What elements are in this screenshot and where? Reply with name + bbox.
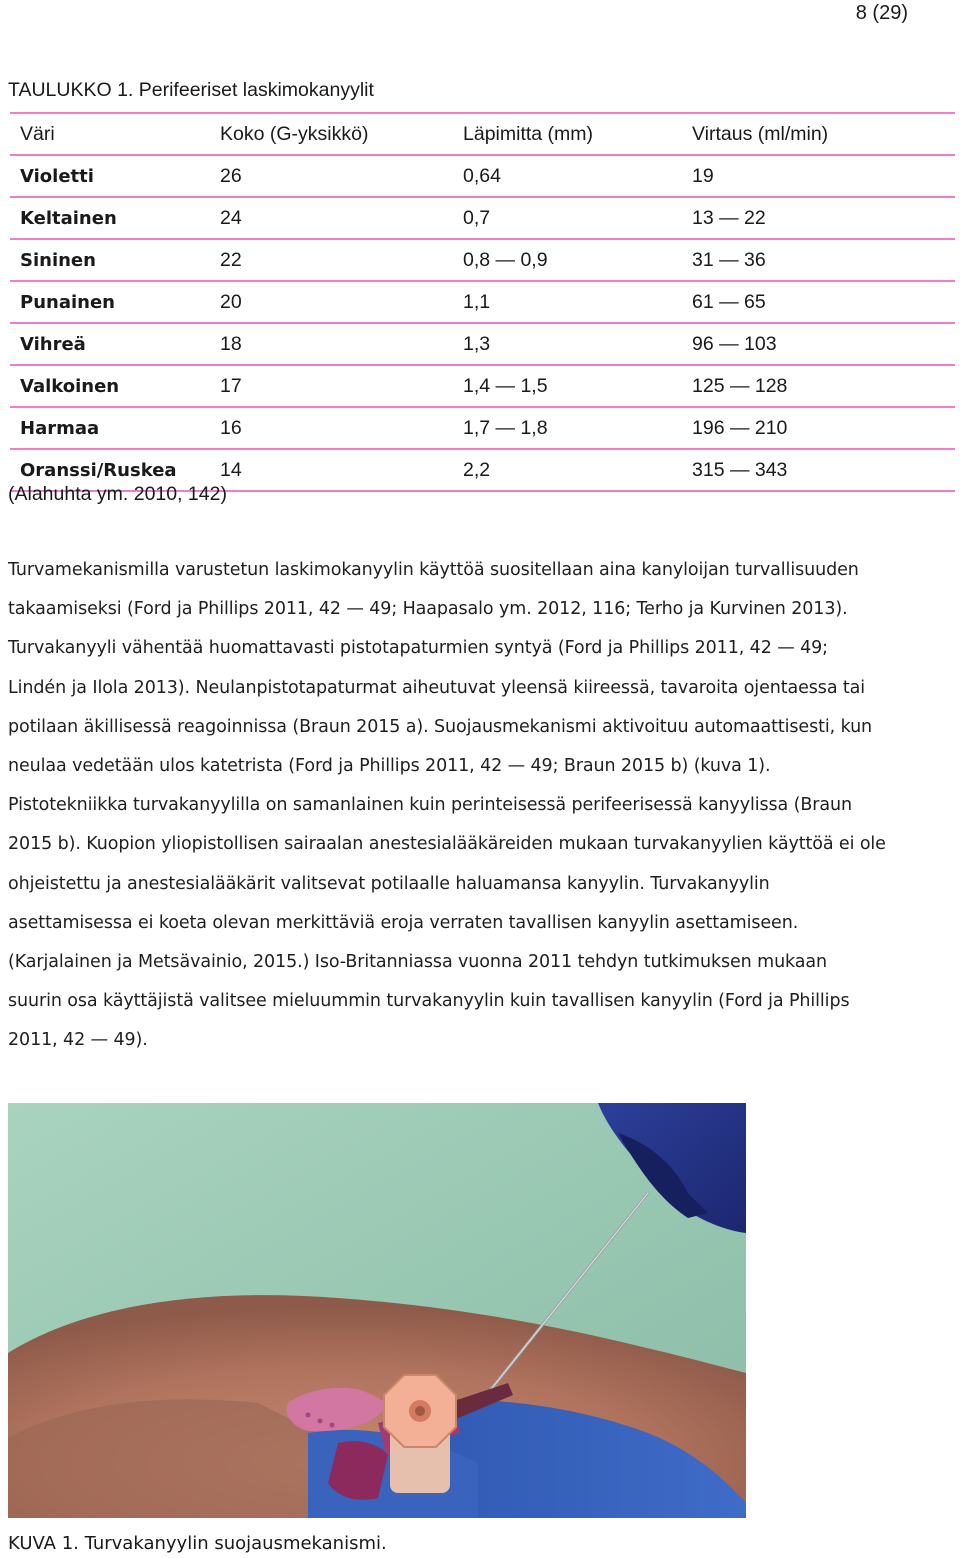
header-flow: Virtaus (ml/min) [682,113,955,155]
cell-size: 17 [210,365,453,407]
cell-diameter: 1,3 [453,323,682,365]
table-row [10,323,955,365]
cell-size: 24 [210,197,453,239]
header-size: Koko (G-yksikkö) [210,113,453,155]
body-line: Turvamekanismilla varustetun laskimokanyylin käyttöä suositellaan aina kanyloijan turvallisuuden [8,560,859,580]
cell-diameter: 1,1 [453,281,682,323]
cannula-table [10,112,955,492]
cell-size: 18 [210,323,453,365]
cell-color: Vihreä [10,323,210,365]
body-line: asettamisessa ei koeta olevan merkittäviä eroja verraten tavallisen kanyylin asettamiseen. [8,912,799,933]
cell-flow: 196 — 210 [682,407,955,449]
body-line: ohjeistettu ja anestesialääkärit valitsevat potilaalle haluamansa kanyylin. Turvakanyylin [8,873,770,894]
header-diameter: Läpimitta (mm) [453,113,682,155]
body-line: Turvakanyyli vähentää huomattavasti pistotapaturmien syntyä (Ford ja Phillips 2011, 42 — 49; [8,638,828,659]
table-row [10,239,955,281]
cell-diameter: 0,64 [453,155,682,197]
body-line: Lindén ja Ilola 2013). Neulanpistotapaturmat aiheutuvat yleensä kiireessä, tavaroita ojentaessa tai [8,677,866,698]
page-number: 8 (29) [855,2,908,24]
cannula-photo [8,1103,746,1518]
cell-size: 16 [210,407,453,449]
cell-diameter: 0,7 [453,197,682,239]
cannula-photo-illustration [8,1103,746,1518]
table-row [10,155,955,197]
cell-color: Valkoinen [10,365,210,407]
cell-diameter: 1,7 — 1,8 [453,407,682,449]
body-line: 2011, 42 — 49). [8,1030,148,1051]
cell-flow: 125 — 128 [682,365,955,407]
table-caption: TAULUKKO 1. Perifeeriset laskimokanyylit [8,79,374,101]
table-row [10,281,955,323]
cell-flow: 19 [682,155,955,197]
cell-diameter: 2,2 [453,449,682,491]
cell-size: 20 [210,281,453,323]
cell-color: Sininen [10,239,210,281]
body-line: potilaan äkillisessä reagoinnissa (Braun 2015 a). Suojausmekanismi aktivoituu automaattisesti, kun [8,716,873,737]
table-row [10,407,955,449]
body-line: (Karjalainen ja Metsävainio, 2015.) Iso-Britanniassa vuonna 2011 tehdyn tutkimuksen mukaan [8,952,828,973]
body-line: neulaa vedetään ulos katetrista (Ford ja Phillips 2011, 42 — 49; Braun 2015 b) (kuva 1). [8,756,771,777]
body-line: Pistotekniikka turvakanyylilla on samanlainen kuin perinteisessä perifeerisessä kanyylissa (Braun [8,795,852,816]
cell-flow: 315 — 343 [682,449,955,491]
cell-color: Harmaa [10,407,210,449]
table-row [10,365,955,407]
body-line: suurin osa käyttäjistä valitsee mieluummin turvakanyylin kuin tavallisen kanyylin (Ford ja Phillips [8,991,850,1012]
cell-size: 26 [210,155,453,197]
body-line: 2015 b). Kuopion yliopistollisen sairaalan anestesialääkäreiden mukaan turvakanyylien käyttöä ei ole [8,834,886,855]
cell-flow: 96 — 103 [682,323,955,365]
header-color: Väri [10,113,210,155]
table-header-row [10,113,955,155]
cell-color: Violetti [10,155,210,197]
cell-flow: 13 — 22 [682,197,955,239]
table-source: (Alahuhta ym. 2010, 142) [8,483,227,505]
cell-diameter: 1,4 — 1,5 [453,365,682,407]
figure-caption: KUVA 1. Turvakanyylin suojausmekanismi. [8,1533,387,1554]
body-line: takaamiseksi (Ford ja Phillips 2011, 42 — 49; Haapasalo ym. 2012, 116; Terho ja Kurvinen 2013). [8,599,848,620]
cell-size: 14 [210,449,453,491]
table-row [10,197,955,239]
cell-color: Keltainen [10,197,210,239]
cell-flow: 61 — 65 [682,281,955,323]
body-paragraph [8,551,960,1061]
cell-diameter: 0,8 — 0,9 [453,239,682,281]
cell-color: Punainen [10,281,210,323]
cell-size: 22 [210,239,453,281]
cell-color: Oranssi/Ruskea [10,449,210,491]
cell-flow: 31 — 36 [682,239,955,281]
